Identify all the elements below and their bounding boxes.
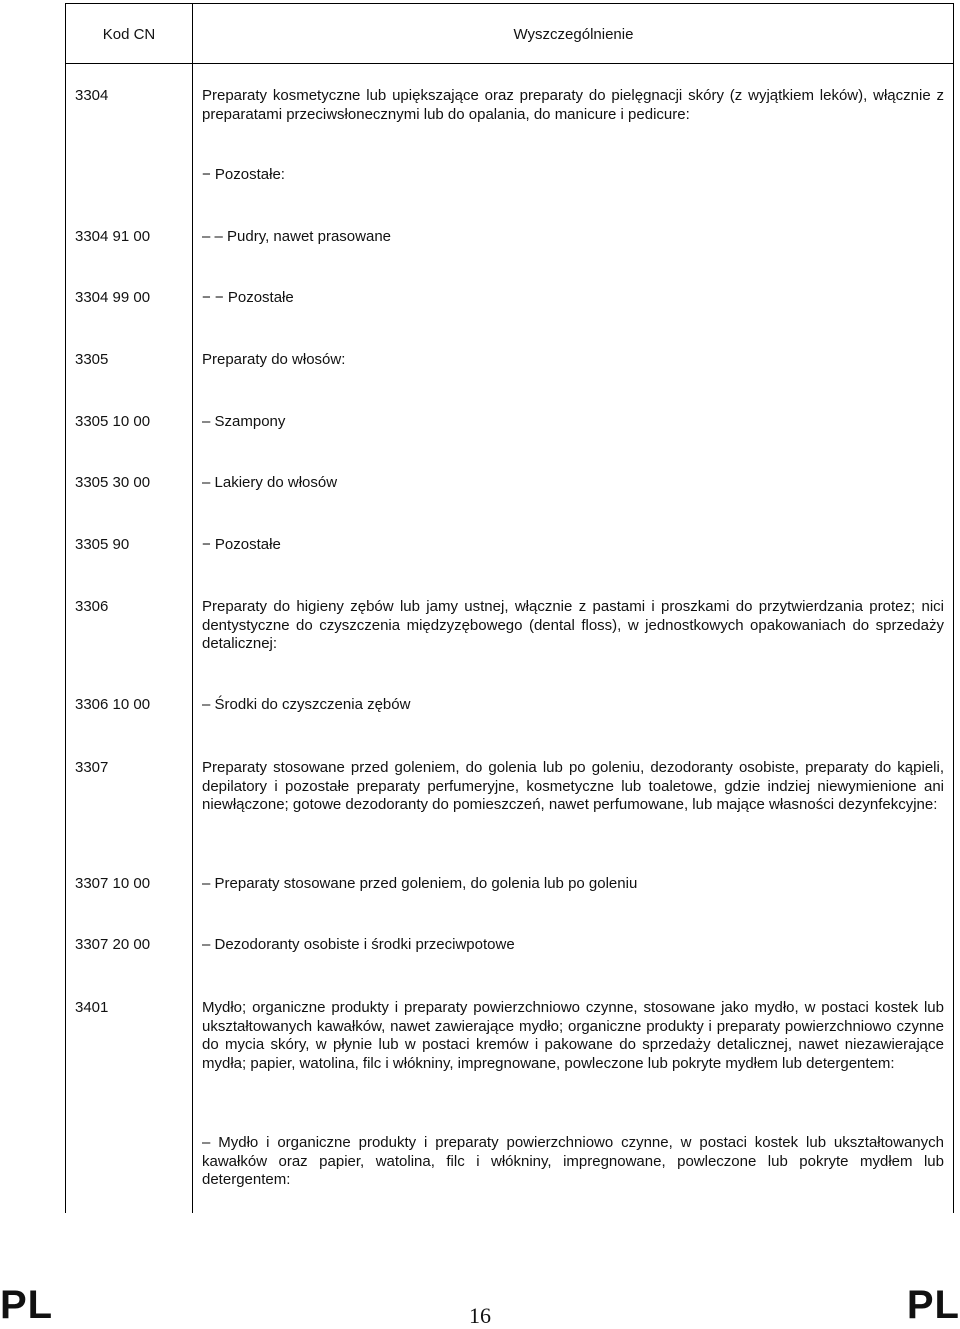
row-description: – Szampony [202,413,286,430]
row-description: – Środki do czyszczenia zębów [202,696,411,713]
row-description: Preparaty kosmetyczne lub upiększające oraz preparaty do pielęgnacji skóry (z wyjątkiem leków), włącznie z preparatami przeciwsłonecznymi lub do opalania, do manicure i pedicure: [202,87,944,123]
row-description: – – Pudry, nawet prasowane [202,228,392,245]
page-number: 16 [469,1303,491,1328]
row-description: – Dezodoranty osobiste i środki przeciwpotowe [202,936,515,953]
footer-language-left: PL [0,1283,54,1327]
column-divider [192,3,193,1213]
row-description: Preparaty do włosów: [202,351,346,368]
table-header [66,3,953,64]
cn-code: 3307 10 00 [75,875,151,892]
row-description: – Mydło i organiczne produkty i preparaty powierzchniowo czynne, w postaci kostek lub ukształtowanych kawałków oraz papier, watolina, filc i włókniny, impregnowane, powleczone lub pokryte mydłem lub detergentem: [202,1134,944,1188]
row-description: − Pozostałe: [202,166,285,183]
row-description: Mydło; organiczne produkty i preparaty powierzchniowo czynne, stosowane jako mydło, w postaci kostek lub ukształtowanych kawałków, nawet zawierające mydło; organiczne produkty i preparaty powierzchniowo czynne do mycia skóry, w płynie lub w postaci kremów i pakowane do sprzedaży detalicznej, nawet niezawierające mydła; papier, watolina, filc i włókniny, impregnowane, powleczone lub pokryte mydłem lub detergentem: [202,999,944,1072]
cn-code: 3306 10 00 [75,696,151,713]
cn-code: 3304 [75,87,109,104]
row-description: – Preparaty stosowane przed goleniem, do golenia lub po goleniu [202,875,638,892]
cn-code: 3304 99 00 [75,289,151,306]
cn-code: 3305 30 00 [75,474,151,491]
cn-code: 3305 90 [75,536,130,553]
cn-code: 3305 [75,351,109,368]
row-description: − − Pozostałe [202,289,294,306]
cn-code: 3305 10 00 [75,413,151,430]
header-description: Wyszczególnienie [513,25,634,43]
cn-code: 3306 [75,598,109,615]
row-description: − Pozostałe [202,536,281,553]
row-description: Preparaty stosowane przed goleniem, do golenia lub po goleniu, dezodoranty osobiste, preparaty do kąpieli, depilatory i pozostałe preparaty perfumeryjne, kosmetyczne lub toaletowe, gdzie indziej niewymienione ani niewłączone; gotowe dezodoranty do pomieszczeń, nawet perfumowane, lub mające własności dezynfekcyjne: [202,759,944,813]
cn-code: 3307 20 00 [75,936,151,953]
cn-code: 3304 91 00 [75,228,151,245]
row-description: Preparaty do higieny zębów lub jamy ustnej, włącznie z pastami i proszkami do przytwierdzania protez; nici dentystyczne do czyszczenia międzyzębowego (dental floss), w jednostkowych opakowaniach do sprzedaży detalicznej: [202,598,944,652]
header-code: Kod CN [102,25,156,43]
tariff-table [65,3,954,1213]
row-description: – Lakiery do włosów [202,474,338,491]
cn-code: 3307 [75,759,109,776]
cn-code: 3401 [75,999,109,1016]
footer-language-right: PL [906,1283,960,1327]
